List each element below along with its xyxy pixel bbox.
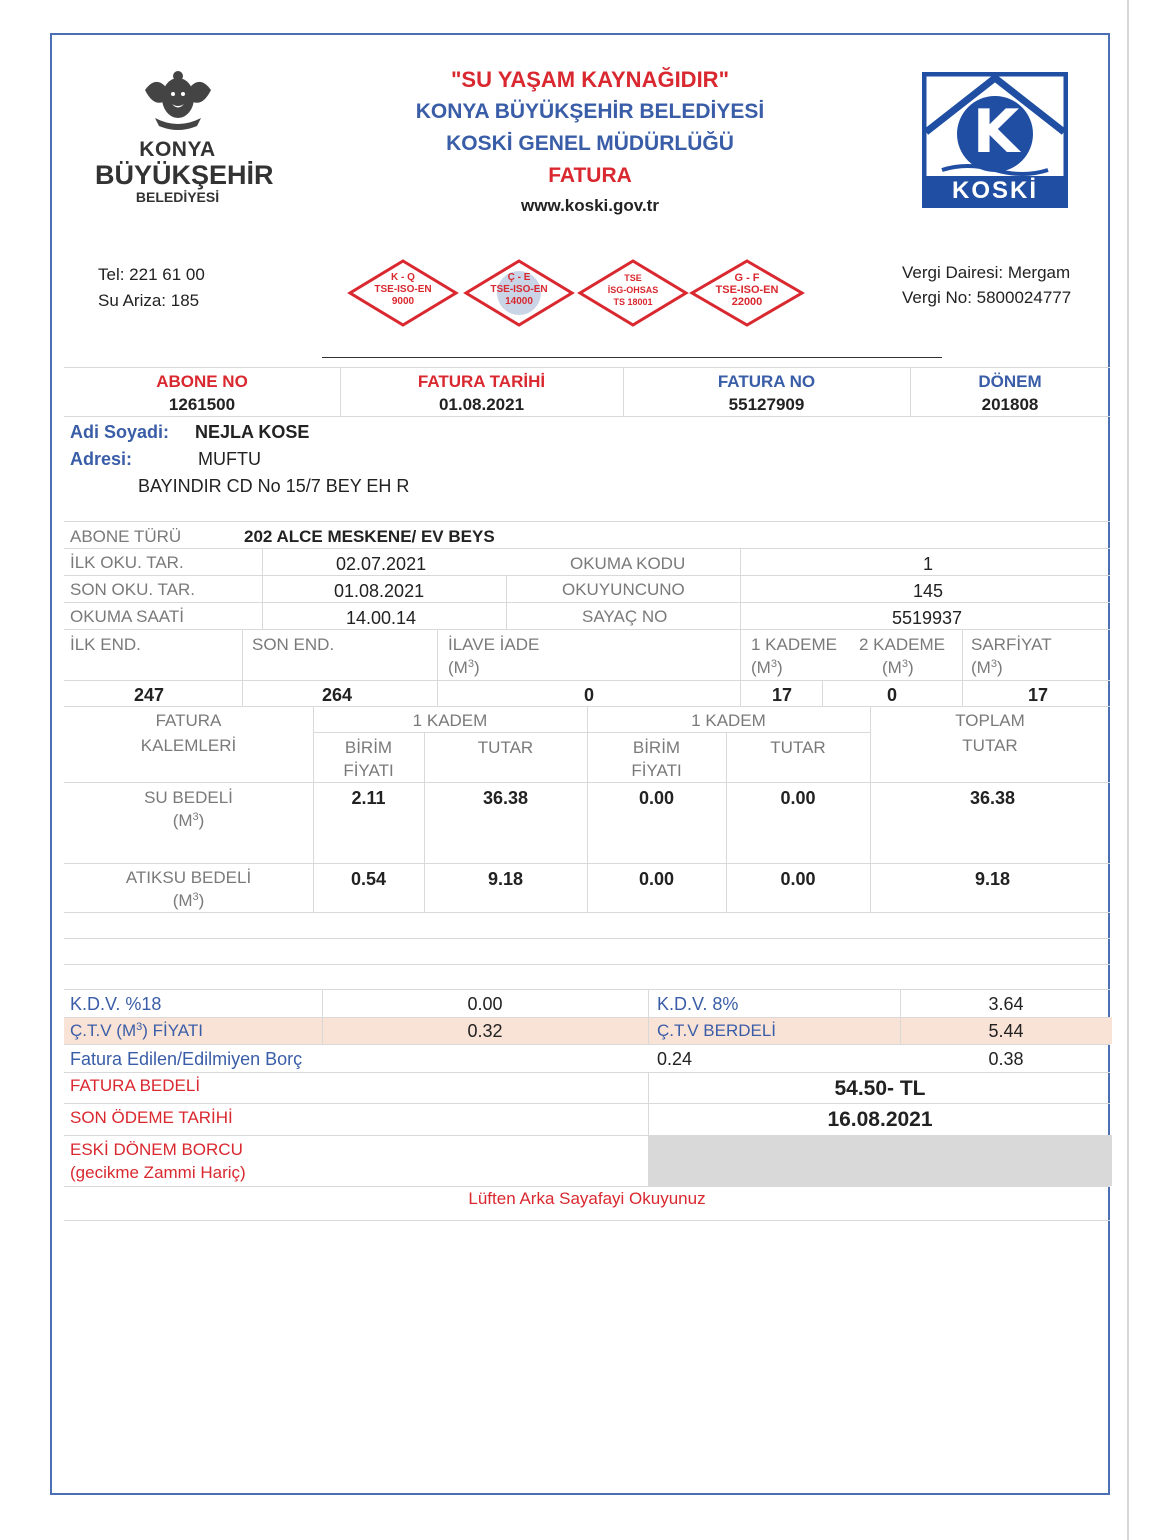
item-tutar1: 36.38 bbox=[482, 788, 529, 808]
grid-line bbox=[64, 629, 1110, 630]
municipality-logo bbox=[95, 68, 274, 205]
grid-line bbox=[64, 548, 1110, 549]
eski-borc-note: (gecikme Zammi Hariç) bbox=[70, 1163, 246, 1182]
grid-line bbox=[64, 416, 1110, 417]
koski-wordmark: KOSKİ bbox=[951, 177, 1038, 204]
koski-logo bbox=[922, 72, 1068, 208]
okuma-saati: 14.00.14 bbox=[346, 608, 417, 628]
grid-line bbox=[64, 1103, 1110, 1104]
kademe1: 17 bbox=[772, 685, 793, 705]
kadem2-col-label: 1 KADEM bbox=[691, 711, 766, 730]
fiyati-col-label: FİYATI bbox=[343, 761, 394, 780]
kademe1-label: 1 KADEME bbox=[751, 635, 837, 654]
grid-line bbox=[648, 989, 649, 1044]
tax-info bbox=[902, 260, 1071, 310]
okuyuncu-label: OKUYUNCUNO bbox=[562, 580, 685, 599]
son-end-label: SON END. bbox=[252, 635, 335, 654]
invoice-frame bbox=[50, 33, 1110, 1495]
birim-col-label: BİRİM bbox=[344, 738, 393, 757]
item-birim2: 0.00 bbox=[638, 869, 675, 889]
item-birim1: 0.54 bbox=[350, 869, 387, 889]
cert-line3: 9000 bbox=[391, 296, 415, 307]
address-label: Adresi: bbox=[70, 449, 133, 469]
eski-borc-label: ESKİ DÖNEM BORCU bbox=[70, 1140, 243, 1159]
fatura-bedeli-label: FATURA BEDELİ bbox=[70, 1076, 201, 1095]
tax-number: Vergi No: 5800024777 bbox=[902, 288, 1072, 307]
koski-letter: K bbox=[972, 97, 1020, 167]
son-oku-label: SON OKU. TAR. bbox=[70, 580, 196, 599]
sayac-no: 5519937 bbox=[891, 608, 963, 628]
grid-line bbox=[64, 1072, 1110, 1073]
kdv8: 3.64 bbox=[988, 994, 1024, 1014]
cert-badge bbox=[689, 258, 805, 328]
grid-line bbox=[64, 1017, 1110, 1018]
grid-line bbox=[506, 575, 507, 629]
item-unit: $(M^3)$ bbox=[172, 891, 205, 910]
ilk-oku-label: İLK OKU. TAR. bbox=[70, 553, 184, 572]
certificate-badges bbox=[347, 258, 807, 328]
slogan: "SU YAŞAM KAYNAĞIDIR" bbox=[451, 67, 729, 92]
cert-badge bbox=[577, 258, 689, 328]
item-tutar2: 0.00 bbox=[780, 788, 816, 808]
grid-line bbox=[962, 629, 963, 706]
birim-col-label: BİRİM bbox=[632, 738, 681, 757]
logo-line3: BELEDİYESİ bbox=[135, 189, 220, 205]
cert-line1: K - Q bbox=[391, 272, 415, 283]
fiyati-col-label: FİYATI bbox=[631, 761, 682, 780]
grid-line bbox=[64, 912, 1110, 913]
ilk-end: 247 bbox=[134, 685, 165, 705]
okuma-kodu-label: OKUMA KODU bbox=[570, 554, 686, 573]
ctv-fiyati: 0.32 bbox=[467, 1021, 503, 1041]
customer-name: NEJLA KOSE bbox=[195, 422, 310, 442]
kademe2-label: 2 KADEME bbox=[859, 635, 945, 654]
grid-line bbox=[64, 680, 1110, 681]
abone-no-header: ABONE NO bbox=[156, 372, 248, 391]
grid-line bbox=[242, 629, 243, 706]
okuma-saati-label: OKUMA SAATİ bbox=[70, 607, 184, 626]
fatura-no: 55127909 bbox=[728, 395, 805, 414]
address-line1: MUFTU bbox=[198, 449, 261, 469]
item-toplam: 9.18 bbox=[974, 869, 1011, 889]
name-label: Adi Soyadi: bbox=[70, 422, 170, 442]
ctv-fiyati-label: Ç.T.V $(M^3)$ FİYATI bbox=[70, 1021, 203, 1040]
grid-line bbox=[64, 964, 1110, 965]
toplam-tutar-col-label: TUTAR bbox=[962, 736, 1018, 755]
fatura-no-header: FATURA NO bbox=[717, 372, 816, 391]
kalemleri-col-label: KALEMLERİ bbox=[140, 736, 237, 755]
grid-line bbox=[437, 629, 438, 706]
fault-phone: Su Ariza: 185 bbox=[98, 291, 200, 310]
ilave: 0 bbox=[584, 685, 595, 705]
cert-line2: TSE-ISO-EN bbox=[374, 284, 432, 295]
tutar-col-label: TUTAR bbox=[477, 738, 534, 757]
grid-line bbox=[313, 732, 870, 733]
ilave-label: İLAVE İADE bbox=[448, 635, 540, 654]
donem: 201808 bbox=[981, 395, 1039, 414]
sarfiyat-unit: $(M^3)$ bbox=[971, 658, 1003, 677]
cert-line3: TS 18001 bbox=[613, 297, 653, 307]
fatura-col-label: FATURA bbox=[155, 711, 222, 730]
fatura-tarihi-header: FATURA TARİHİ bbox=[417, 372, 546, 391]
grid-line bbox=[64, 575, 1110, 576]
municipality-name: KONYA BÜYÜKŞEHİR BELEDİYESİ bbox=[415, 100, 765, 123]
kademe1-unit: $(M^3)$ bbox=[751, 658, 783, 677]
grid-line bbox=[64, 938, 1110, 939]
grid-line bbox=[64, 602, 1110, 603]
son-oku-tarih: 01.08.2021 bbox=[334, 581, 425, 601]
son-odeme: 16.08.2021 bbox=[827, 1108, 933, 1131]
okuyuncu-no: 145 bbox=[912, 581, 944, 601]
ilk-oku-tarih: 02.07.2021 bbox=[336, 554, 427, 574]
fatura-tarihi: 01.08.2021 bbox=[438, 395, 525, 414]
cert-line3: 22000 bbox=[731, 296, 763, 308]
grid-line bbox=[740, 548, 741, 629]
borc-label: Fatura Edilen/Edilmiyen Borç bbox=[70, 1049, 303, 1069]
eski-borc-box bbox=[648, 1135, 1112, 1186]
grid-line bbox=[822, 680, 823, 706]
item-birim1: 2.11 bbox=[351, 788, 386, 808]
item-tutar2: 0.00 bbox=[780, 869, 816, 889]
kadem1-col-label: 1 KADEM bbox=[412, 711, 488, 730]
sarfiyat-label: SARFİYAT bbox=[971, 635, 1052, 654]
page-edge bbox=[1127, 0, 1129, 1540]
ctv-bedeli: 5.44 bbox=[988, 1021, 1024, 1041]
cert-line1: Ç - E bbox=[507, 272, 531, 283]
document-title: FATURA bbox=[548, 164, 632, 187]
grid-line bbox=[64, 989, 1110, 990]
donem-header: DÖNEM bbox=[978, 372, 1042, 391]
sarfiyat: 17 bbox=[1028, 685, 1049, 705]
cert-line2: TSE-ISO-EN bbox=[715, 284, 779, 296]
header-divider bbox=[322, 357, 942, 358]
invoice-header bbox=[380, 64, 800, 221]
item-unit: $(M^3)$ bbox=[172, 811, 205, 830]
cert-line2: TSE-ISO-EN bbox=[490, 284, 548, 295]
abone-turu: 202 ALCE MESKENE/ EV BEYS bbox=[244, 527, 495, 546]
seal-emblem-icon bbox=[135, 68, 221, 134]
sayac-label: SAYAÇ NO bbox=[582, 607, 668, 626]
abone-no: 1261500 bbox=[168, 395, 236, 414]
item-tutar1: 9.18 bbox=[487, 869, 524, 889]
cert-line1: G - F bbox=[734, 272, 760, 284]
item-toplam: 36.38 bbox=[969, 788, 1016, 808]
cert-line1: TSE bbox=[624, 273, 642, 283]
kademe2: 0 bbox=[887, 685, 898, 705]
footer-note: Lüften Arka Sayafayi Okuyunuz bbox=[468, 1189, 706, 1208]
item-name: ATIKSU BEDELİ bbox=[125, 868, 252, 887]
okuma-kodu: 1 bbox=[922, 554, 933, 574]
directorate-name: KOSKİ GENEL MÜDÜRLÜĞÜ bbox=[446, 132, 734, 155]
toplam-col-label: TOPLAM bbox=[955, 711, 1025, 730]
cert-line3: 14000 bbox=[505, 296, 533, 307]
grid-line bbox=[740, 629, 741, 706]
cert-badge bbox=[347, 258, 459, 328]
contact-info bbox=[98, 262, 205, 314]
phone: Tel: 221 61 00 bbox=[98, 265, 205, 284]
abone-turu-label: ABONE TÜRÜ bbox=[70, 527, 182, 546]
ctv-bedeli-label: Ç.T.V BERDELİ bbox=[657, 1021, 777, 1040]
kdv18: 0.00 bbox=[467, 994, 503, 1014]
kademe2-unit: $(M^3)$ bbox=[882, 658, 914, 677]
cert-badge bbox=[463, 258, 575, 328]
grid-line bbox=[64, 1220, 1110, 1221]
kdv18-label: K.D.V. %18 bbox=[70, 994, 162, 1014]
borc1: 0.24 bbox=[657, 1049, 693, 1069]
tutar-col-label: TUTAR bbox=[770, 738, 826, 757]
cert-line2: İSG-OHSAS bbox=[607, 285, 659, 295]
grid-line bbox=[262, 548, 263, 629]
grid-line bbox=[64, 367, 1110, 368]
son-odeme-label: SON ÖDEME TARİHİ bbox=[70, 1108, 233, 1127]
grid-line bbox=[64, 521, 1110, 522]
fatura-bedeli: 54.50- TL bbox=[834, 1077, 926, 1100]
grid-line bbox=[64, 1186, 1110, 1187]
address-line2: BAYINDIR CD No 15/7 BEY EH R bbox=[138, 476, 410, 496]
website: www.koski.gov.tr bbox=[521, 196, 659, 215]
logo-line1: KONYA bbox=[139, 138, 216, 161]
ilave-unit: $(M^3)$ bbox=[448, 658, 480, 677]
item-name: SU BEDELİ bbox=[144, 788, 233, 807]
kdv8-label: K.D.V. 8% bbox=[657, 994, 739, 1014]
son-end: 264 bbox=[322, 685, 353, 705]
ilk-end-label: İLK END. bbox=[70, 635, 141, 654]
borc2: 0.38 bbox=[988, 1049, 1024, 1069]
logo-line2: BÜYÜKŞEHİR bbox=[95, 160, 274, 190]
item-birim2: 0.00 bbox=[638, 788, 675, 808]
grid-line bbox=[64, 1044, 1110, 1045]
tax-office: Vergi Dairesi: Mergam bbox=[902, 263, 1071, 282]
